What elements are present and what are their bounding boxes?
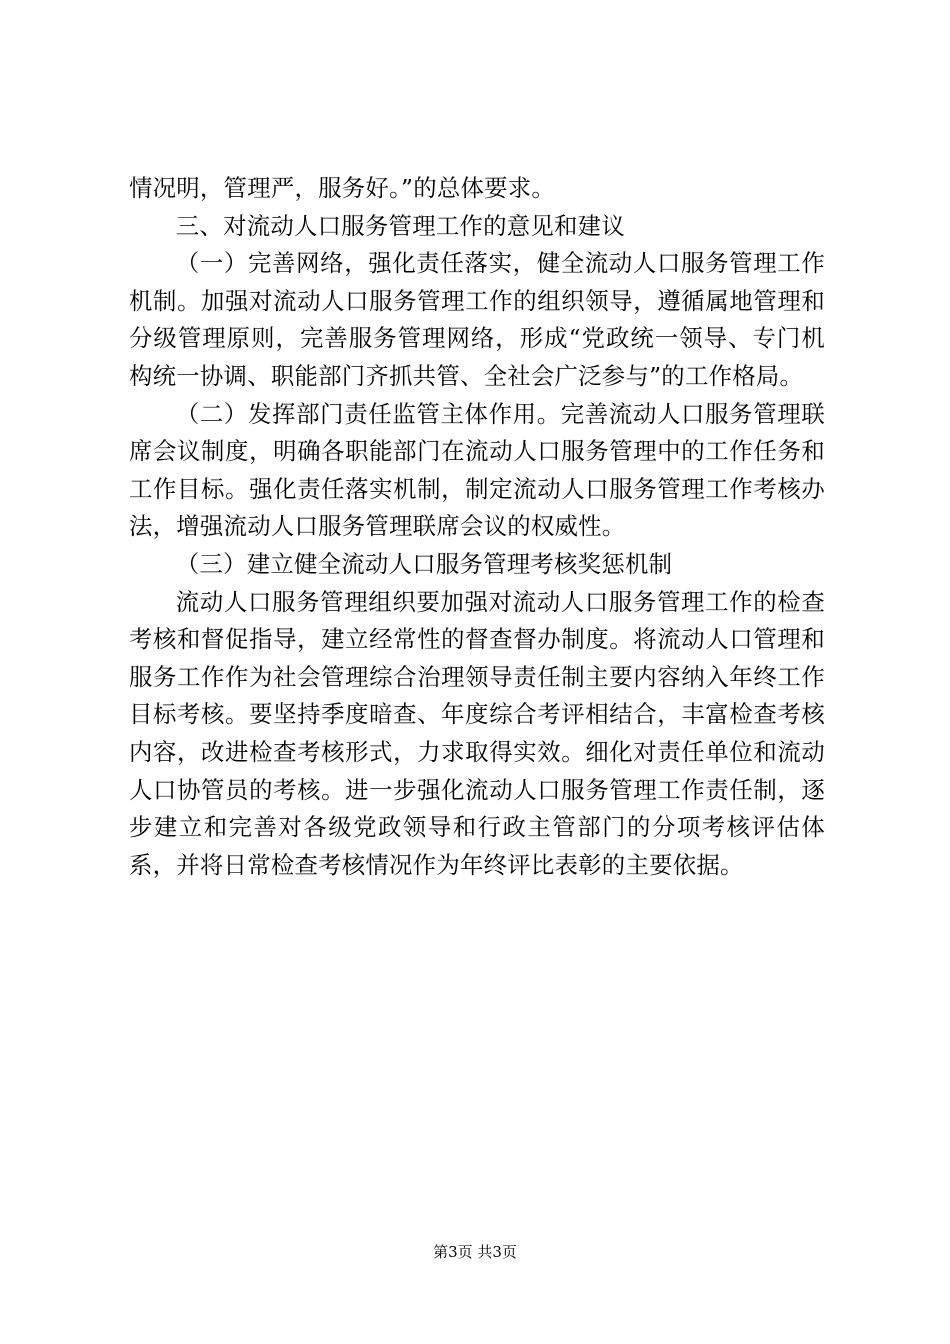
document-body: [129, 170, 825, 884]
paragraph-item-one: （一）完善网络，强化责任落实，健全流动人口服务管理工作机制。加强对流动人口服务管理工作的组织领导，遵循属地管理和分级管理原则，完善服务管理网络，形成“党政统一领导、专门机构统一协调、职能部门齐抓共管、全社会广泛参与”的工作格局。: [129, 249, 825, 390]
paragraph-continuation: 情况明，管理严，服务好。”的总体要求。: [129, 174, 556, 202]
paragraph-item-two: （二）发挥部门责任监管主体作用。完善流动人口服务管理联席会议制度，明确各职能部门在流动人口服务管理中的工作任务和工作目标。强化责任落实机制，制定流动人口服务管理工作考核办法，增强流动人口服务管理联席会议的权威性。: [129, 399, 825, 541]
paragraph-item-three-body: 流动人口服务管理组织要加强对流动人口服务管理工作的检查考核和督促指导，建立经常性的督查督办制度。将流动人口管理和服务工作作为社会管理综合治理领导责任制主要内容纳入年终工作目标考核。要坚持季度暗查、年度综合考评相结合，丰富检查考核内容，改进检查考核形式，力求取得实效。细化对责任单位和流动人口协管员的考核。进一步强化流动人口服务管理工作责任制，逐步建立和完善对各级党政领导和行政主管部门的分项考核评估体系，并将日常检查考核情况作为年终评比表彰的主要依据。: [129, 587, 825, 879]
paragraph-item-three-heading: （三）建立健全流动人口服务管理考核奖惩机制: [175, 549, 673, 578]
section-heading-three: 三、对流动人口服务管理工作的意见和建议: [175, 211, 625, 240]
page-number-footer: 第3页 共3页: [433, 1243, 517, 1261]
